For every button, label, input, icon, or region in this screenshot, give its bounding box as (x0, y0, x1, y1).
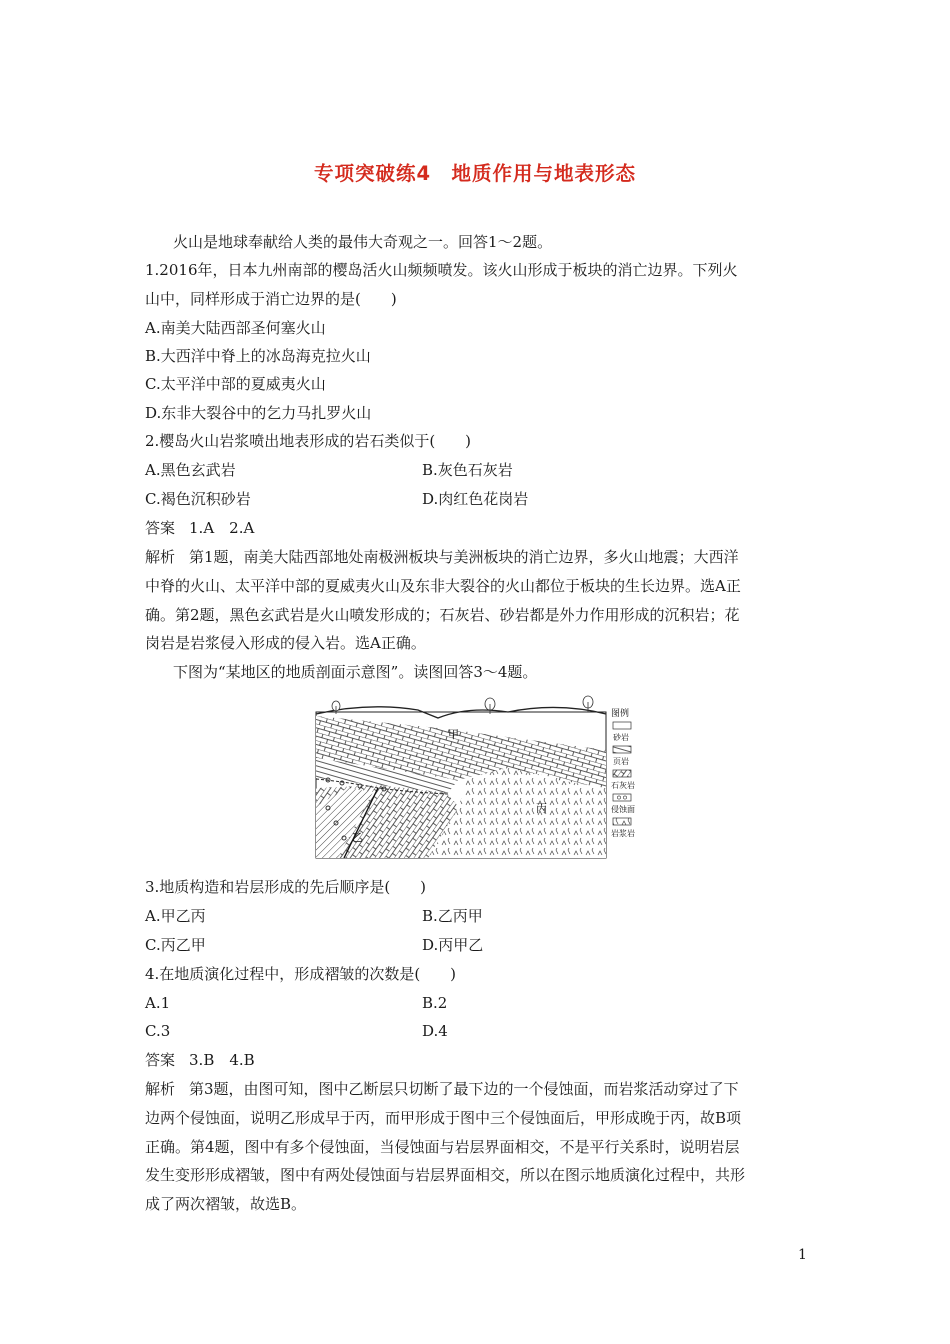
analysis-text: 第1题，南美大陆西部地处南极洲板块与美洲板块的消亡边界，多火山地震；大西洋 (189, 548, 739, 566)
answer-text: 1.A 2.A (189, 519, 255, 537)
q3-option-c: C.丙乙甲 (145, 936, 206, 954)
q1-option-a: A.南美大陆西部圣何塞火山 (145, 319, 326, 337)
legend-item-shale: 页岩 (613, 757, 629, 766)
q3-stem: 3.地质构造和岩层形成的先后顺序是( ) (145, 878, 427, 896)
analysis-text: 第3题，由图可知，图中乙断层只切断了最下边的一个侵蚀面，而岩浆活动穿过了下 (189, 1080, 739, 1098)
legend-swatch-sandstone (613, 722, 631, 729)
answer-text: 3.B 4.B (189, 1051, 255, 1069)
answer-label: 答案 (145, 1051, 176, 1069)
answer-1 (145, 518, 810, 538)
label-jia: 甲 (448, 728, 459, 741)
analysis-label: 解析 (145, 548, 176, 566)
analysis-1-line3: 确。第2题，黑色玄武岩是火山喷发形成的；石灰岩、砂岩都是外力作用形成的沉积岩；花 (145, 606, 740, 624)
page-number: 1 (798, 1247, 807, 1263)
q2-stem: 2.樱岛火山岩浆喷出地表形成的岩石类似于( ) (145, 432, 472, 450)
q4-option-c: C.3 (145, 1022, 171, 1040)
q4-option-a: A.1 (145, 994, 171, 1012)
q2-option-d: D.肉红色花岗岩 (422, 490, 529, 508)
q2-option-b: B.灰色石灰岩 (422, 461, 513, 479)
analysis-1-line4: 岗岩是岩浆侵入形成的侵入岩。选A正确。 (145, 634, 426, 652)
q1-stem-line2: 山中，同样形成于消亡边界的是( ) (145, 290, 397, 308)
legend-item-erosion: 侵蚀面 (611, 805, 635, 814)
q3-option-a: A.甲乙丙 (145, 907, 206, 925)
analysis-1-line2: 中脊的火山、太平洋中部的夏威夷火山及东非大裂谷的火山都位于板块的生长边界。选A正 (145, 577, 741, 595)
q2-option-a: A.黑色玄武岩 (145, 461, 236, 479)
legend-item-sandstone: 砂岩 (613, 733, 629, 742)
answer-2 (145, 1050, 810, 1070)
legend-swatch-shale (613, 746, 631, 753)
analysis-label: 解析 (145, 1080, 176, 1098)
q3-option-b: B.乙丙甲 (422, 907, 483, 925)
q4-stem: 4.在地质演化过程中，形成褶皱的次数是( ) (145, 965, 457, 983)
analysis-2-line4: 发生变形形成褶皱，图中有两处侵蚀面与岩层界面相交，所以在图示地质演化过程中，共形 (145, 1166, 746, 1184)
analysis-2-line3: 正确。第4题，图中有多个侵蚀面，当侵蚀面与岩层界面相交，不是平行关系时，说明岩层 (145, 1138, 740, 1156)
analysis-1-line1 (145, 547, 810, 567)
label-yi: 乙 (352, 831, 363, 844)
q1-option-c: C.太平洋中部的夏威夷火山 (145, 375, 326, 393)
legend-swatch-magma (613, 818, 631, 825)
q3-option-d: D.丙甲乙 (422, 936, 484, 954)
label-bing: 丙 (536, 802, 547, 815)
intro-2: 下图为“某地区的地质剖面示意图”。读图回答3～4题。 (173, 663, 538, 681)
q1-option-b: B.大西洋中脊上的冰岛海克拉火山 (145, 347, 371, 365)
geological-section-diagram (308, 688, 643, 860)
answer-label: 答案 (145, 519, 176, 537)
q2-option-c: C.褐色沉积砂岩 (145, 490, 251, 508)
q1-stem-line1: 1.2016年，日本九州南部的樱岛活火山频频喷发。该火山形成于板块的消亡边界。下列火 (145, 261, 738, 279)
analysis-2-line1 (145, 1079, 810, 1099)
legend-item-magma: 岩浆岩 (611, 829, 635, 838)
diagram-legend (611, 707, 635, 838)
q1-option-d: D.东非大裂谷中的乞力马扎罗火山 (145, 404, 372, 422)
legend-title: 图例 (611, 709, 630, 719)
intro-1: 火山是地球奉献给人类的最伟大奇观之一。回答1～2题。 (173, 233, 553, 251)
legend-item-limestone: 石灰岩 (611, 781, 635, 790)
legend-swatch-erosion (613, 794, 631, 801)
legend-swatch-limestone (613, 770, 631, 777)
page-title: 专项突破练4 地质作用与地表形态 (313, 162, 637, 185)
analysis-2-line5: 成了两次褶皱，故选B。 (145, 1195, 307, 1213)
analysis-2-line2: 边两个侵蚀面，说明乙形成早于丙，而甲形成于图中三个侵蚀面后，甲形成晚于丙，故B项 (145, 1109, 742, 1127)
q4-option-b: B.2 (422, 994, 448, 1012)
q4-option-d: D.4 (422, 1022, 448, 1040)
